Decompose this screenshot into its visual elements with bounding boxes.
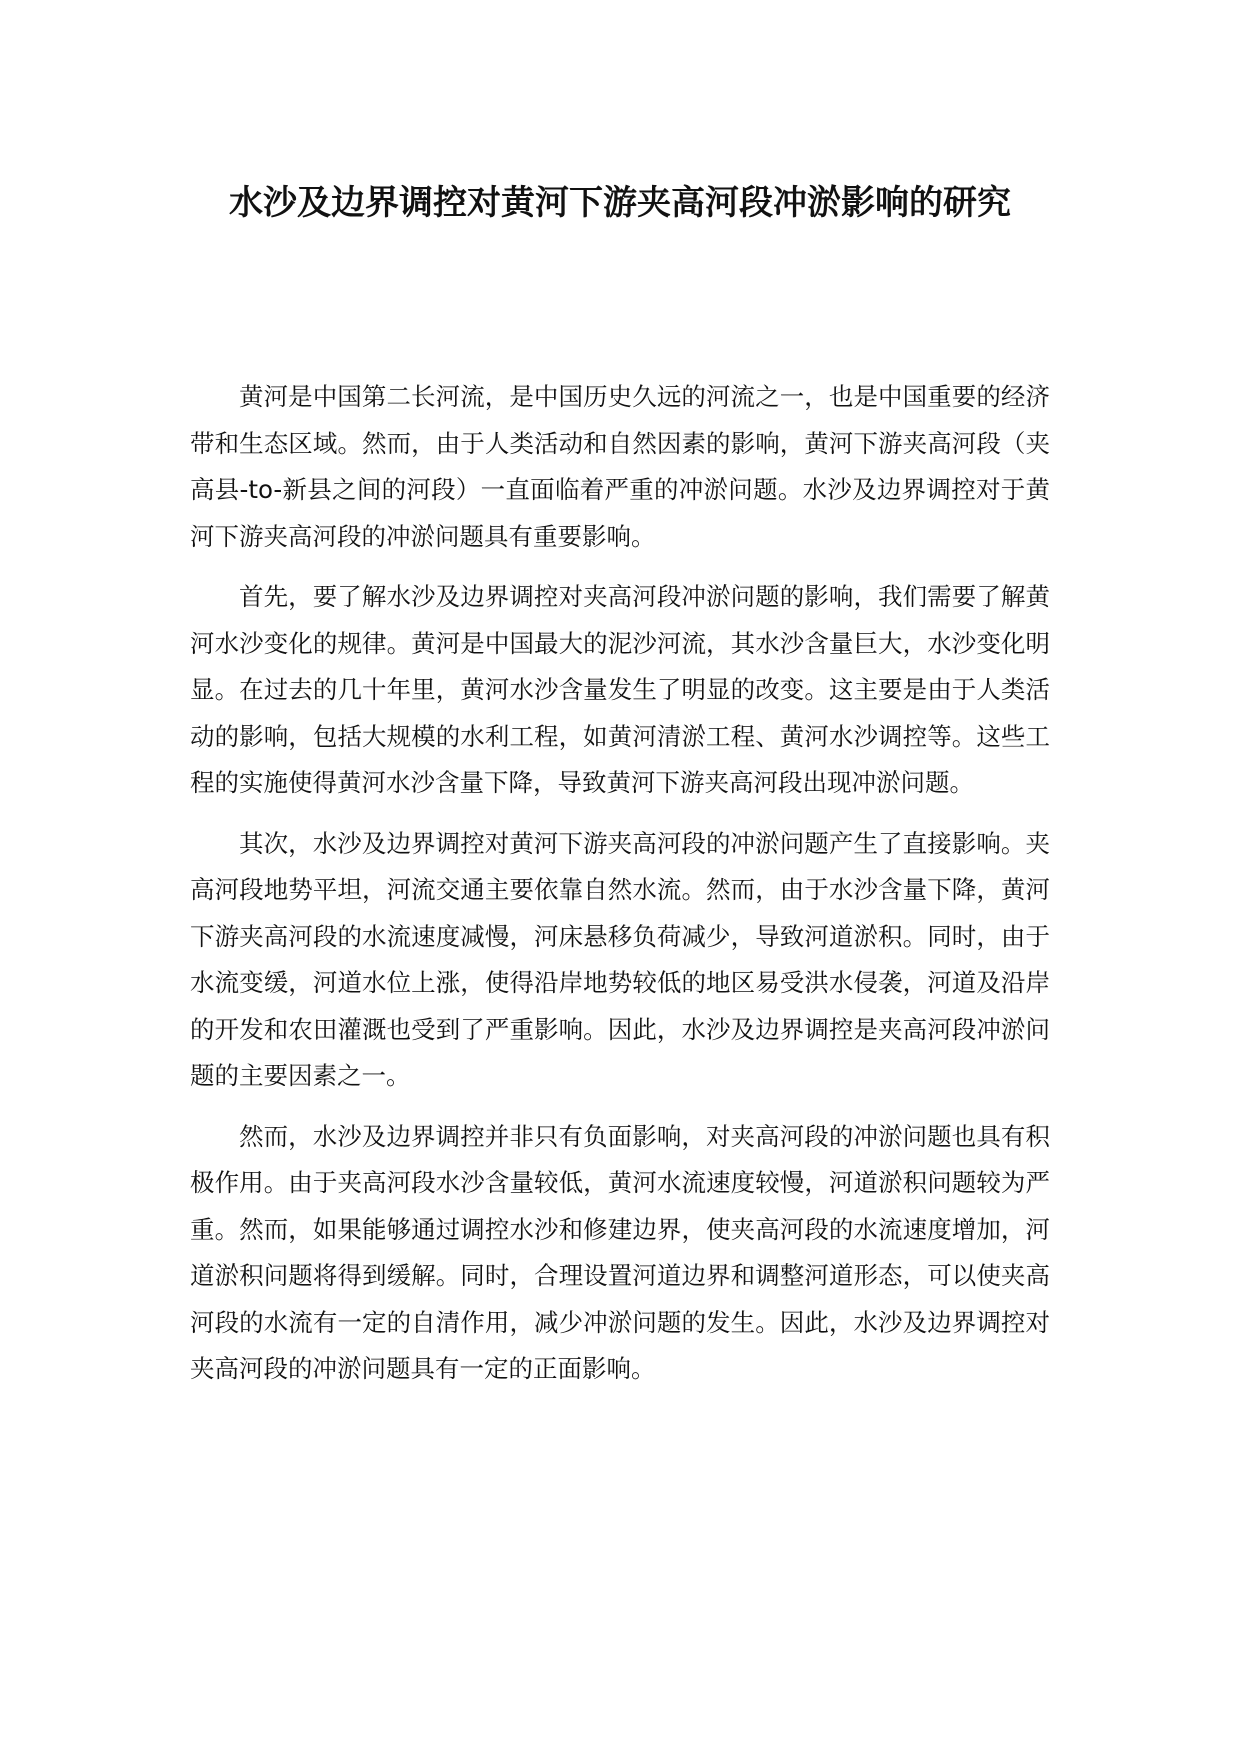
document-body (190, 374, 1050, 1407)
paragraph-2: 首先，要了解水沙及边界调控对夹高河段冲淤问题的影响，我们需要了解黄河水沙变化的规律。黄河是中国最大的泥沙河流，其水沙含量巨大，水沙变化明显。在过去的几十年里，黄河水沙含量发生了明显的改变。这主要是由于人类活动的影响，包括大规模的水利工程，如黄河清淤工程、黄河水沙调控等。这些工程的实施使得黄河水沙含量下降，导致黄河下游夹高河段出现冲淤问题。 (190, 582, 1050, 797)
document-title: 水沙及边界调控对黄河下游夹高河段冲淤影响的研究 (229, 183, 1011, 223)
paragraph-3: 其次，水沙及边界调控对黄河下游夹高河段的冲淤问题产生了直接影响。夹高河段地势平坦，河流交通主要依靠自然水流。然而，由于水沙含量下降，黄河下游夹高河段的水流速度减慢，河床悬移负荷减少，导致河道淤积。同时，由于水流变缓，河道水位上涨，使得沿岸地势较低的地区易受洪水侵袭，河道及沿岸的开发和农田灌溉也受到了严重影响。因此，水沙及边界调控是夹高河段冲淤问题的主要因素之一。 (190, 828, 1050, 1090)
paragraph-4: 然而，水沙及边界调控并非只有负面影响，对夹高河段的冲淤问题也具有积极作用。由于夹高河段水沙含量较低，黄河水流速度较慢，河道淤积问题较为严重。然而，如果能够通过调控水沙和修建边界，使夹高河段的水流速度增加，河道淤积问题将得到缓解。同时，合理设置河道边界和调整河道形态，可以使夹高河段的水流有一定的自清作用，减少冲淤问题的发生。因此，水沙及边界调控对夹高河段的冲淤问题具有一定的正面影响。 (190, 1121, 1050, 1383)
paragraph-1: 黄河是中国第二长河流，是中国历史久远的河流之一，也是中国重要的经济带和生态区域。然而，由于人类活动和自然因素的影响，黄河下游夹高河段（夹高县-to-新县之间的河段）一直面临着严重的冲淤问题。水沙及边界调控对于黄河下游夹高河段的冲淤问题具有重要影响。 (190, 382, 1050, 551)
